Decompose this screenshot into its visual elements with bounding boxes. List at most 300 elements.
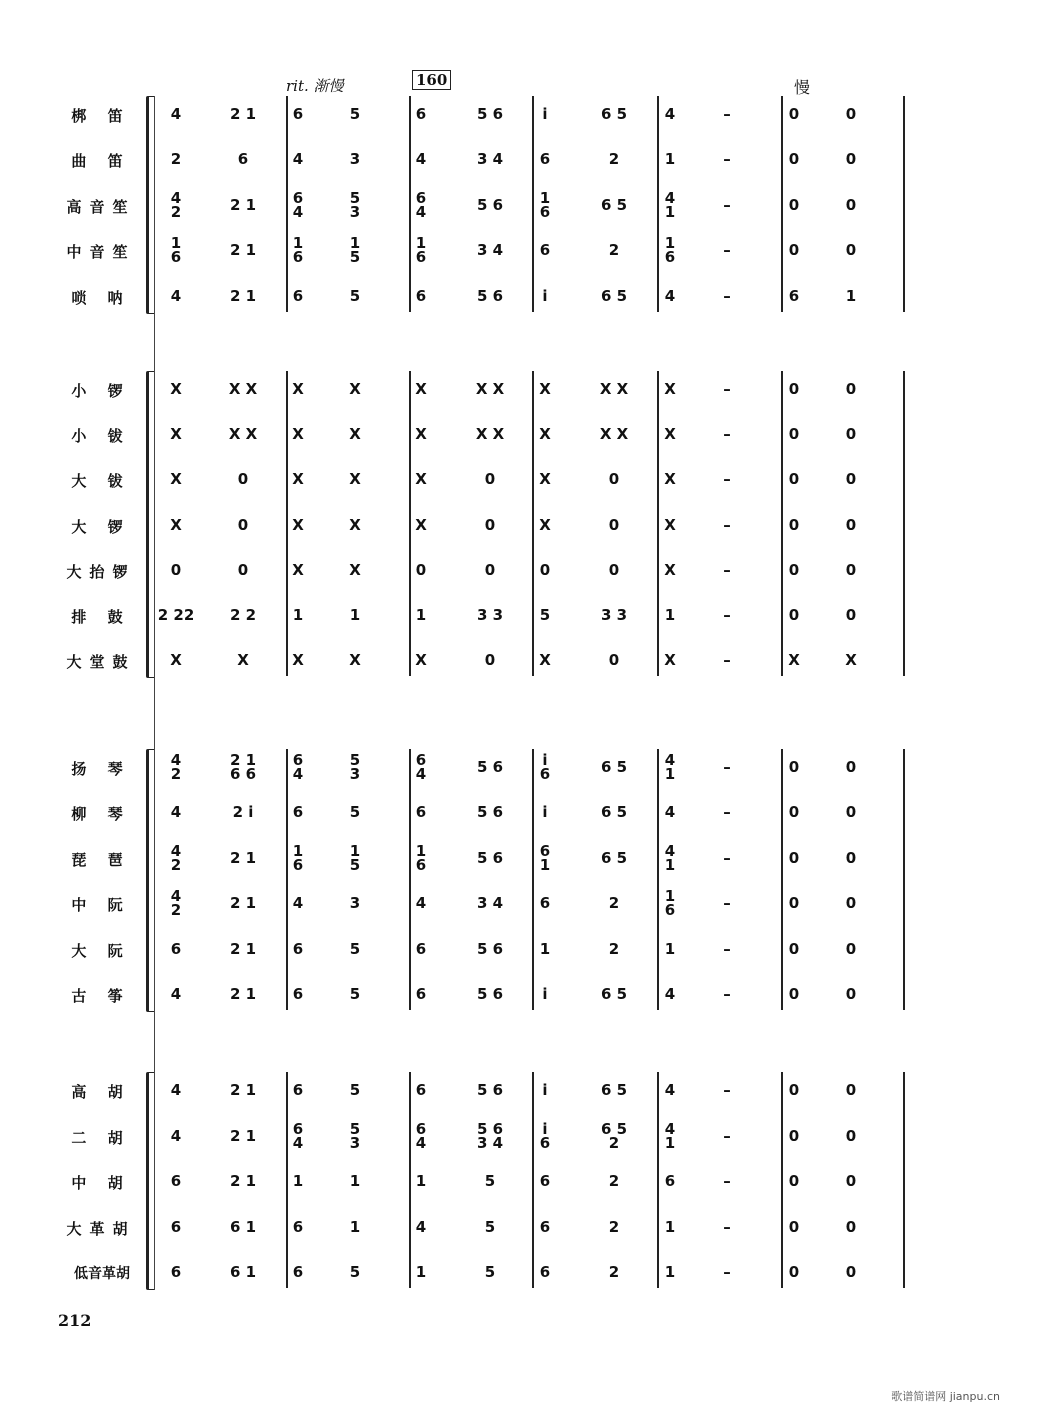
note-cell: 0 [237,561,249,579]
note-cell: 2 1 [229,985,257,1003]
note-cell: – [723,380,731,398]
note-cell: 5 6 [476,1081,504,1099]
instrument-label: 柳 琴 [71,805,131,823]
instrument-label: 大革胡 [66,1220,136,1238]
note-cell: 2 1 [229,940,257,958]
note-cell: 1 [539,940,551,958]
note-cell: 0 [845,758,857,776]
note-cell: – [723,425,731,443]
note-cell: 0 [788,940,800,958]
note-cell: X [539,425,551,443]
note-cell: 5 [349,940,361,958]
note-cell: 6 [170,1218,182,1236]
note-cell: – [723,1218,731,1236]
note-cell: 0 [845,606,857,624]
note-cell: X [415,651,427,669]
note-cell: 3 3 [600,606,628,624]
note-cell: 1 5 [349,234,361,266]
note-cell: 0 [608,651,620,669]
note-cell: 2 1 [229,894,257,912]
note-cell: 5 [539,606,551,624]
note-cell: – [723,516,731,534]
note-cell: 5 6 [476,758,504,776]
note-cell: 2 1 [229,105,257,123]
note-cell: X X [475,380,505,398]
note-cell: – [723,470,731,488]
note-cell: 5 [349,1081,361,1099]
note-cell: 5 [484,1218,496,1236]
note-cell: 6 [415,287,427,305]
note-cell: i 6 [539,1120,551,1152]
watermark-text: 歌谱简谱网 jianpu.cn [891,1390,1000,1403]
note-cell: 1 [292,1172,304,1190]
note-cell: 1 6 [415,842,427,874]
note-cell: 3 4 [476,241,504,259]
note-cell: X [349,425,361,443]
note-cell: 0 [845,803,857,821]
note-cell: 0 [845,1127,857,1145]
note-cell: 5 [484,1263,496,1281]
note-cell: X [292,470,304,488]
instrument-label: 中 胡 [71,1174,131,1192]
note-cell: 5 6 [476,196,504,214]
instrument-label: 古 筝 [71,987,131,1005]
note-cell: 6 [415,105,427,123]
note-cell: – [723,651,731,669]
note-cell: 1 [415,606,427,624]
note-cell: X [349,651,361,669]
note-cell: 6 [292,803,304,821]
note-cell: 1 [664,606,676,624]
barline [409,749,411,1010]
note-cell: 0 [845,1172,857,1190]
note-cell: 6 [170,1172,182,1190]
barline [903,371,905,676]
note-cell: 6 [237,150,249,168]
note-cell: X [170,380,182,398]
note-cell: 0 [788,1263,800,1281]
note-cell: X X [228,425,258,443]
note-cell: i [542,985,548,1003]
note-cell: 0 [845,150,857,168]
note-cell: 0 [788,150,800,168]
note-cell: 6 [415,985,427,1003]
note-cell: 0 [845,940,857,958]
note-cell: X [349,561,361,579]
note-cell: 4 [170,105,182,123]
note-cell: X [349,380,361,398]
note-cell: 4 2 [170,887,182,919]
note-cell: 5 6 3 4 [476,1120,504,1152]
note-cell: 2 1 [229,287,257,305]
note-cell: 6 [292,1218,304,1236]
note-cell: 5 6 [476,287,504,305]
instrument-label: 中 阮 [71,896,131,914]
note-cell: i [542,1081,548,1099]
note-cell: 6 4 [415,751,427,783]
note-cell: 2 1 [229,1081,257,1099]
note-cell: 4 [664,105,676,123]
note-cell: 4 2 [170,189,182,221]
note-cell: 0 [788,380,800,398]
barline [532,749,534,1010]
note-cell: 0 [845,1081,857,1099]
note-cell: 4 1 [664,751,676,783]
instrument-label: 琵 琶 [71,851,131,869]
note-cell: X [349,470,361,488]
note-cell: 6 [415,1081,427,1099]
note-cell: 5 [484,1172,496,1190]
note-cell: i [542,287,548,305]
note-cell: 0 [539,561,551,579]
note-cell: 6 [539,1172,551,1190]
note-cell: X [292,425,304,443]
note-cell: – [723,803,731,821]
note-cell: 2 1 [229,1127,257,1145]
barline [657,749,659,1010]
note-cell: X [664,516,676,534]
note-cell: 6 4 [415,1120,427,1152]
note-cell: – [723,758,731,776]
note-cell: 1 [664,1218,676,1236]
note-cell: 0 [788,849,800,867]
note-cell: 0 [845,470,857,488]
note-cell: – [723,1172,731,1190]
note-cell: – [723,287,731,305]
note-cell: 0 [788,1081,800,1099]
note-cell: 5 [349,803,361,821]
note-cell: X X [599,380,629,398]
barline [286,749,288,1010]
note-cell: – [723,1127,731,1145]
note-cell: X [788,651,800,669]
note-cell: 6 5 [600,1081,628,1099]
note-cell: X [292,516,304,534]
note-cell: – [723,940,731,958]
note-cell: 5 [349,287,361,305]
note-cell: 5 3 [349,751,361,783]
note-cell: 1 [664,940,676,958]
instrument-label: 高 胡 [71,1083,131,1101]
note-cell: 2 [608,940,620,958]
tempo-marking: rit. 渐慢 [286,77,344,95]
note-cell: 1 6 [292,234,304,266]
barline [903,96,905,312]
instrument-label: 大抬锣 [66,563,136,581]
note-cell: 6 5 [600,849,628,867]
note-cell: 6 [539,1263,551,1281]
note-cell: 0 [608,470,620,488]
note-cell: 6 5 [600,287,628,305]
note-cell: 0 [845,894,857,912]
note-cell: 2 i [232,803,254,821]
note-cell: X [170,651,182,669]
tempo-slow-marking: 慢 [794,78,811,97]
note-cell: 0 [788,241,800,259]
note-cell: 2 1 [229,196,257,214]
note-cell: 6 [170,940,182,958]
note-cell: – [723,561,731,579]
note-cell: 0 [170,561,182,579]
note-cell: 0 [608,516,620,534]
note-cell: 4 [292,150,304,168]
note-cell: 5 [349,985,361,1003]
note-cell: X [664,561,676,579]
note-cell: 0 [484,651,496,669]
note-cell: 6 [415,940,427,958]
note-cell: 6 5 [600,758,628,776]
note-cell: 4 [170,287,182,305]
note-cell: 1 6 [539,189,551,221]
group-brace [146,749,154,1012]
instrument-label: 高音笙 [66,198,136,216]
note-cell: X [170,516,182,534]
note-cell: – [723,606,731,624]
note-cell: – [723,150,731,168]
note-cell: 6 [539,1218,551,1236]
system-connector [154,96,155,1290]
note-cell: X [349,516,361,534]
instrument-label: 大 阮 [71,942,131,960]
note-cell: 6 [539,241,551,259]
note-cell: 0 [237,516,249,534]
note-cell: 0 [845,561,857,579]
note-cell: 2 [608,1172,620,1190]
note-cell: 5 [349,105,361,123]
note-cell: X [415,516,427,534]
note-cell: 0 [484,561,496,579]
note-cell: 4 [170,1081,182,1099]
barline [781,749,783,1010]
note-cell: X [664,651,676,669]
note-cell: 2 1 6 6 [229,751,257,783]
note-cell: 3 4 [476,894,504,912]
rehearsal-mark: 160 [412,70,451,90]
note-cell: 0 [788,985,800,1003]
note-cell: 4 [292,894,304,912]
note-cell: 6 5 [600,105,628,123]
note-cell: – [723,105,731,123]
note-cell: 2 1 [229,241,257,259]
note-cell: 2 [608,1218,620,1236]
note-cell: 6 [170,1263,182,1281]
note-cell: X [415,425,427,443]
note-cell: 6 5 2 [600,1120,628,1152]
note-cell: 6 5 [600,196,628,214]
note-cell: 6 1 [539,842,551,874]
note-cell: 0 [608,561,620,579]
note-cell: 1 6 [664,234,676,266]
note-cell: 1 [349,606,361,624]
instrument-label: 大堂鼓 [66,653,136,671]
note-cell: 1 5 [349,842,361,874]
note-cell: 0 [788,1172,800,1190]
note-cell: 1 [845,287,857,305]
note-cell: 1 [292,606,304,624]
instrument-label: 梆 笛 [71,107,131,125]
note-cell: 3 [349,150,361,168]
note-cell: 0 [788,1127,800,1145]
note-cell: 5 3 [349,1120,361,1152]
note-cell: 6 5 [600,985,628,1003]
note-cell: X [664,425,676,443]
note-cell: 1 6 [292,842,304,874]
note-cell: 4 [170,1127,182,1145]
note-cell: 0 [788,105,800,123]
instrument-label: 二 胡 [71,1129,131,1147]
note-cell: X [664,470,676,488]
note-cell: 0 [788,758,800,776]
note-cell: 1 [415,1172,427,1190]
note-cell: 2 2 [229,606,257,624]
note-cell: – [723,849,731,867]
instrument-label: 大 钹 [71,472,131,490]
note-cell: 2 [170,150,182,168]
note-cell: X [539,651,551,669]
note-cell: 1 6 [664,887,676,919]
note-cell: 4 [664,287,676,305]
note-cell: 6 [292,1263,304,1281]
note-cell: 3 [349,894,361,912]
note-cell: 5 6 [476,849,504,867]
note-cell: 3 3 [476,606,504,624]
barline [903,749,905,1010]
note-cell: 2 22 [157,606,195,624]
note-cell: X [539,470,551,488]
note-cell: 0 [788,606,800,624]
instrument-label: 排 鼓 [71,608,131,626]
note-cell: X [664,380,676,398]
note-cell: 0 [788,803,800,821]
note-cell: X [845,651,857,669]
note-cell: X X [475,425,505,443]
instrument-label: 唢 呐 [71,289,131,307]
note-cell: 4 [170,803,182,821]
note-cell: 0 [237,470,249,488]
note-cell: X [170,470,182,488]
note-cell: 6 4 [292,1120,304,1152]
note-cell: 0 [788,516,800,534]
note-cell: X [237,651,249,669]
note-cell: X [292,561,304,579]
note-cell: 4 1 [664,842,676,874]
note-cell: – [723,894,731,912]
note-cell: 6 [539,150,551,168]
note-cell: 0 [484,516,496,534]
note-cell: 0 [788,1218,800,1236]
note-cell: 1 [664,1263,676,1281]
note-cell: 0 [845,1263,857,1281]
note-cell: 3 4 [476,150,504,168]
note-cell: X [292,651,304,669]
note-cell: 0 [845,241,857,259]
note-cell: – [723,196,731,214]
instrument-label: 大 锣 [71,518,131,536]
note-cell: 5 6 [476,803,504,821]
note-cell: 6 [292,287,304,305]
note-cell: – [723,1081,731,1099]
note-cell: 5 3 [349,189,361,221]
note-cell: 6 [292,105,304,123]
note-cell: 6 5 [600,803,628,821]
note-cell: 4 [415,894,427,912]
note-cell: 0 [845,516,857,534]
note-cell: 5 6 [476,985,504,1003]
note-cell: 6 [664,1172,676,1190]
note-cell: 0 [845,985,857,1003]
note-cell: 4 [415,1218,427,1236]
note-cell: 0 [788,196,800,214]
note-cell: 6 [415,803,427,821]
note-cell: 0 [788,425,800,443]
note-cell: 6 4 [292,189,304,221]
note-cell: X [415,380,427,398]
note-cell: 2 1 [229,1172,257,1190]
note-cell: 5 6 [476,940,504,958]
note-cell: 1 6 [170,234,182,266]
note-cell: 4 1 [664,189,676,221]
note-cell: 6 [788,287,800,305]
instrument-label: 中音笙 [66,243,136,261]
note-cell: 2 [608,894,620,912]
note-cell: 4 2 [170,751,182,783]
note-cell: 1 [349,1172,361,1190]
note-cell: 4 1 [664,1120,676,1152]
note-cell: 5 6 [476,105,504,123]
note-cell: 0 [845,105,857,123]
note-cell: 4 [664,1081,676,1099]
note-cell: X [539,380,551,398]
note-cell: 6 [292,940,304,958]
page-number: 212 [58,1311,92,1330]
note-cell: i [542,105,548,123]
note-cell: 5 [349,1263,361,1281]
note-cell: X [539,516,551,534]
note-cell: X X [599,425,629,443]
instrument-label: 小 钹 [71,427,131,445]
note-cell: 6 1 [229,1218,257,1236]
note-cell: 0 [845,380,857,398]
note-cell: – [723,1263,731,1281]
note-cell: 6 4 [415,189,427,221]
instrument-label: 曲 笛 [71,152,131,170]
note-cell: – [723,985,731,1003]
note-cell: i 6 [539,751,551,783]
note-cell: 0 [845,1218,857,1236]
note-cell: 2 [608,1263,620,1281]
note-cell: 4 2 [170,842,182,874]
instrument-label: 扬 琴 [71,760,131,778]
note-cell: 1 [664,150,676,168]
note-cell: 6 [539,894,551,912]
note-cell: – [723,241,731,259]
note-cell: 6 1 [229,1263,257,1281]
note-cell: X [292,380,304,398]
note-cell: 0 [415,561,427,579]
note-cell: 0 [845,196,857,214]
note-cell: X X [228,380,258,398]
note-cell: 6 [292,985,304,1003]
note-cell: 0 [788,561,800,579]
note-cell: 0 [845,849,857,867]
note-cell: 1 [415,1263,427,1281]
note-cell: 2 1 [229,849,257,867]
note-cell: 0 [788,894,800,912]
note-cell: 6 4 [292,751,304,783]
note-cell: 6 [292,1081,304,1099]
instrument-label: 低音革胡 [74,1266,130,1282]
note-cell: 4 [170,985,182,1003]
